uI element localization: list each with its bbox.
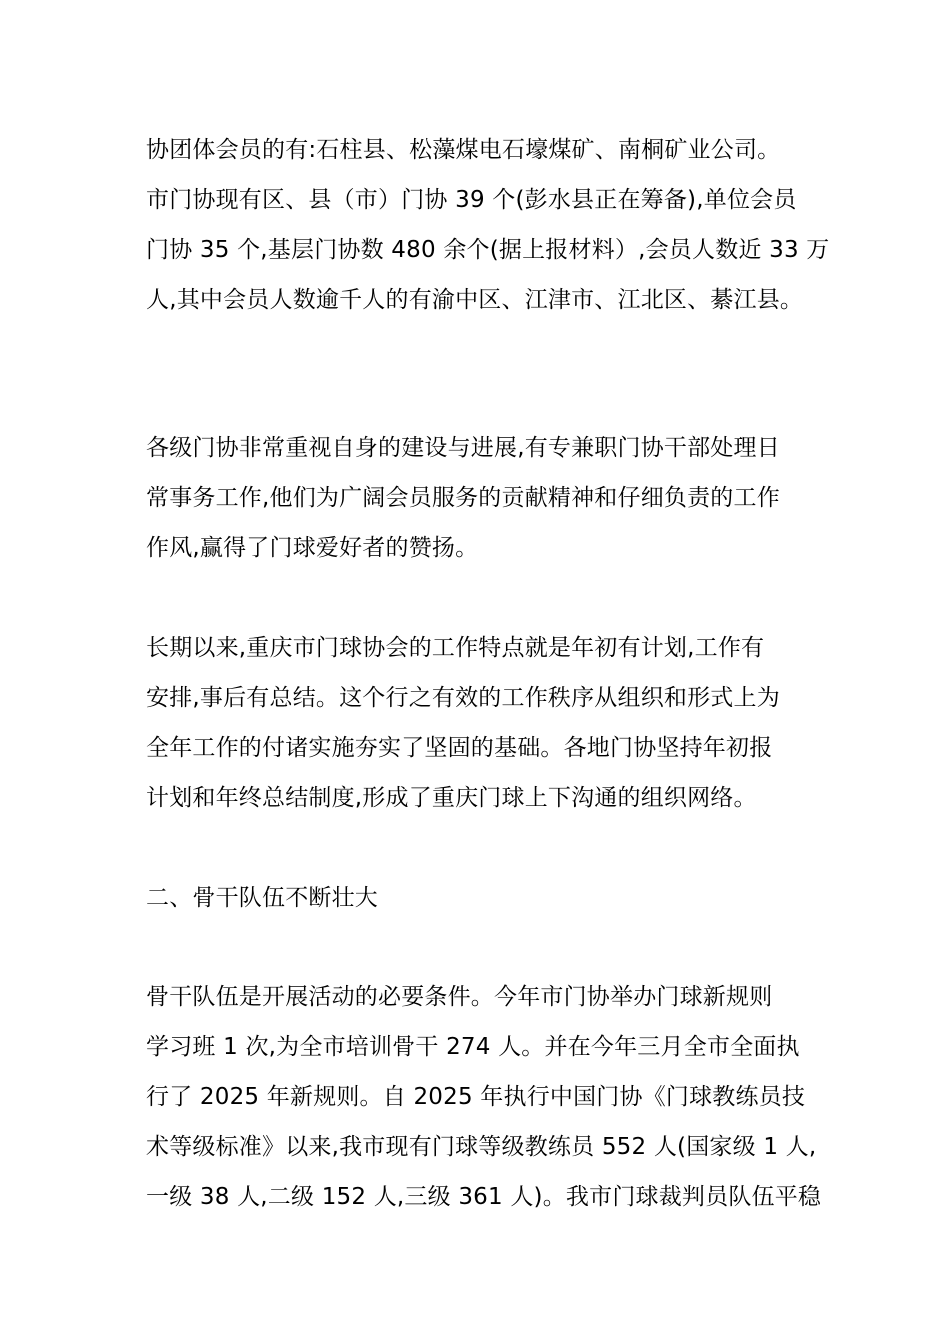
- paragraph-2-line-3: 作风,赢得了门球爱好者的赞扬。: [146, 535, 479, 561]
- paragraph-3-line-3: 全年工作的付诸实施夯实了坚固的基础。各地门协坚持年初报: [146, 735, 773, 761]
- paragraph-4-line-5: 一级 38 人,二级 152 人,三级 361 人)。我市门球裁判员队伍平稳: [146, 1184, 822, 1210]
- paragraph-4-line-2: 学习班 1 次,为全市培训骨干 274 人。并在今年三月全市全面执: [146, 1034, 800, 1060]
- paragraph-1-line-1: 协团体会员的有:石柱县、松藻煤电石壕煤矿、南桐矿业公司。: [146, 137, 781, 163]
- paragraph-4-line-4: 术等级标准》以来,我市现有门球等级教练员 552 人(国家级 1 人,: [146, 1134, 817, 1160]
- paragraph-2-line-2: 常事务工作,他们为广阔会员服务的贡献精神和仔细负责的工作: [146, 485, 780, 511]
- paragraph-1-line-2: 市门协现有区、县（市）门协 39 个(彭水县正在筹备),单位会员: [146, 187, 797, 213]
- paragraph-3-line-2: 安排,事后有总结。这个行之有效的工作秩序从组织和形式上为: [146, 685, 780, 711]
- paragraph-4-line-1: 骨干队伍是开展活动的必要条件。今年市门协举办门球新规则: [146, 984, 773, 1010]
- paragraph-3-line-1: 长期以来,重庆市门球协会的工作特点就是年初有计划,工作有: [146, 635, 765, 661]
- paragraph-1-line-3: 门协 35 个,基层门协数 480 余个(据上报材料）,会员人数近 33 万: [146, 237, 830, 263]
- paragraph-3-line-4: 计划和年终总结制度,形成了重庆门球上下沟通的组织网络。: [146, 785, 757, 811]
- paragraph-4-line-3: 行了 2025 年新规则。自 2025 年执行中国门协《门球教练员技: [146, 1084, 806, 1110]
- paragraph-1-line-4: 人,其中会员人数逾千人的有渝中区、江津市、江北区、綦江县。: [146, 287, 804, 313]
- paragraph-2-line-1: 各级门协非常重视自身的建设与进展,有专兼职门协干部处理日: [146, 435, 780, 461]
- section-heading: 二、骨干队伍不断壮大: [146, 885, 378, 911]
